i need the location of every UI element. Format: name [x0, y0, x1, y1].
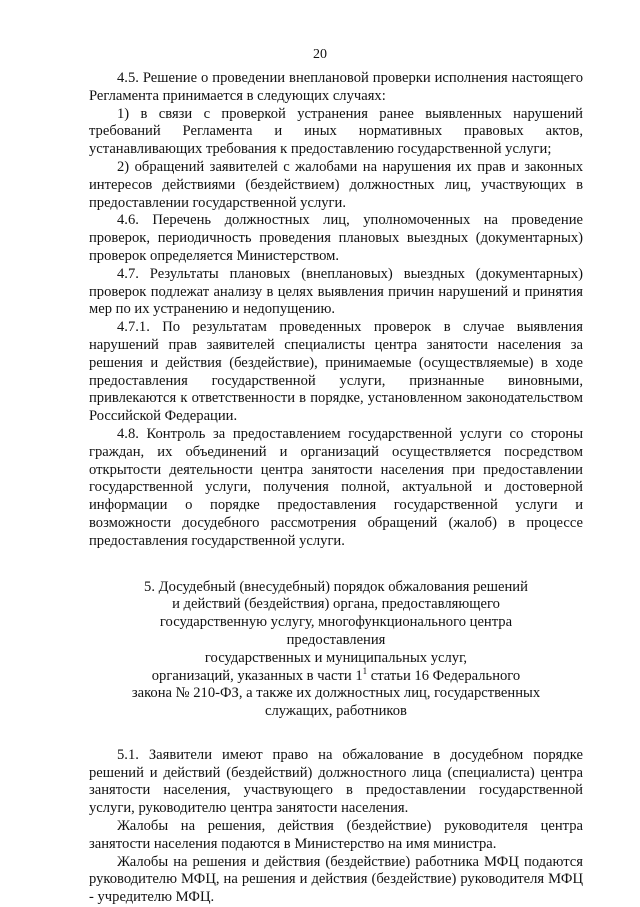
paragraph-complaints-mfc: Жалобы на решения и действия (бездействие) работника МФЦ подаются руководителю МФЦ, на решения и действия (бездействие) руководителя МФЦ - учредителю МФЦ. [89, 853, 583, 906]
paragraph-4-5: 4.5. Решение о проведении внеплановой проверки исполнения настоящего Регламента принимается в следующих случаях: [89, 70, 583, 104]
heading-line: закона № 210-ФЗ, а также их должностных лиц, государственных [131, 685, 541, 702]
superscript: 1 [362, 665, 368, 676]
heading-line-with-superscript [121, 665, 551, 686]
paragraph-4-5-item-1: 1) в связи с проверкой устранения ранее выявленных нарушений требований Регламента и иных нормативных правовых актов, устанавливающих требования к предоставлению государственной услуги; [89, 105, 583, 158]
section-5-heading [89, 579, 583, 721]
paragraph-4-8: 4.8. Контроль за предоставлением государственной услуги со стороны граждан, их объединений и организаций осуществляется посредством открытости деятельности центра занятости населения при предоставлении государственной услуги, получения полной, актуальной и достоверной информации о порядке предоставления государственной услуги и возможности досудебного рассмотрения обращений (жалоб) в процессе предоставления государственной услуги. [89, 425, 583, 549]
document-body [89, 70, 583, 907]
paragraph-4-5-item-2: 2) обращений заявителей с жалобами на нарушения их прав и законных интересов действиями (бездействием) должностных лиц, участвующих в предоставлении государственной услуги. [89, 158, 583, 211]
heading-line: 5. Досудебный (внесудебный) порядок обжалования решений [144, 578, 528, 595]
paragraph-4-6: 4.6. Перечень должностных лиц, уполномоченных на проведение проверок, периодичность проведения плановых выездных (документарных) проверок определяется Министерством. [89, 212, 583, 264]
heading-line: государственных и муниципальных услуг, [204, 649, 468, 666]
paragraph-4-7-1: 4.7.1. По результатам проведенных проверок в случае выявления нарушений прав заявителей специалисты центра занятости населения за решения и действия (бездействие), принимаемые (осуществляемые) в ходе предоставления государственной услуги, признанные виновными, привлекаются к ответственности в порядке, установленном законодательством Российской Федерации. [89, 319, 583, 425]
page-number: 20 [313, 47, 327, 62]
heading-line: и действий (бездействия) органа, предоставляющего [172, 596, 500, 613]
paragraph-4-7: 4.7. Результаты плановых (внеплановых) выездных (документарных) проверок подлежат анализу в целях выявления причин нарушений и принятия мер по их устранению и недопущению. [89, 265, 583, 318]
heading-line-part: статьи 16 Федерального [367, 667, 521, 684]
paragraph-5-1: 5.1. Заявители имеют право на обжалование в досудебном порядке решений и действий (бездействий) должностного лица (специалиста) центра занятости населения, участвующего в предоставлении государственной услуги, руководителю центра занятости населения. [89, 746, 583, 817]
heading-line-part: организаций, указанных в части 1 [151, 667, 363, 684]
heading-line: государственную услугу, многофункционального центра предоставления [159, 614, 513, 648]
paragraph-complaints-director: Жалобы на решения, действия (бездействие) руководителя центра занятости населения подаются в Министерство на имя министра. [89, 818, 583, 852]
heading-line: служащих, работников [265, 703, 407, 720]
